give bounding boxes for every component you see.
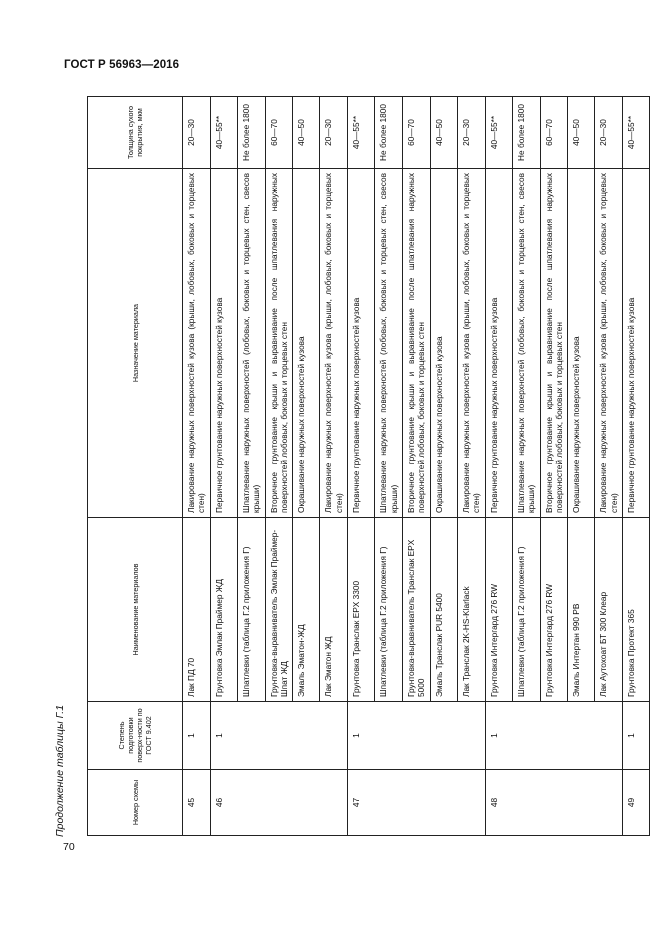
cell-material-name: Грунтовка Эмлак Праймер ЖД	[210, 518, 237, 702]
table-continuation-label: Продолжение таблицы Г.1	[54, 704, 66, 837]
cell-material-name: Грунтовка Интергард 276 RW	[540, 518, 568, 702]
cell-material-name: Грунтовка-выравниватель Транслак EPX 5000	[403, 518, 431, 702]
cell-coating-thickness: 40—50	[568, 97, 595, 169]
table-row	[485, 97, 512, 836]
col-header-material-name: Наименование материалов	[88, 518, 183, 702]
cell-material-name: Лак ПД 70	[183, 518, 211, 702]
col-header-scheme-number: Номер схемы	[88, 770, 183, 836]
cell-coating-thickness: 40—55**	[348, 97, 375, 169]
cell-material-purpose: Вторичное грунтование крыши и выравнивание после шпатлевания наружных поверхностей лобовых, боковых и торцевых стен	[540, 169, 568, 518]
cell-preparation-degree: 1	[210, 702, 347, 770]
document-title: ГОСТ Р 56963—2016	[64, 59, 180, 71]
cell-preparation-degree: 1	[485, 702, 622, 770]
table-row	[183, 97, 211, 836]
cell-material-name: Эмаль Транслак PUR 5400	[430, 518, 457, 702]
cell-coating-thickness: 20—30	[595, 97, 623, 169]
cell-scheme-number: 46	[210, 770, 347, 836]
cell-coating-thickness: 20—30	[457, 97, 485, 169]
cell-material-name: Грунтовка Протект 365	[623, 518, 650, 702]
cell-scheme-number: 49	[623, 770, 650, 836]
cell-material-purpose: Первичное грунтование наружных поверхностей кузова	[485, 169, 512, 518]
cell-material-name: Шпатлевки (таблица Г.2 приложения Г)	[512, 518, 540, 702]
cell-coating-thickness: 20—30	[320, 97, 348, 169]
cell-coating-thickness: Не более 1800	[375, 97, 403, 169]
cell-material-name: Грунтовка-выравниватель Эмлак Праймер-Шпат ЖД	[265, 518, 293, 702]
cell-scheme-number: 48	[485, 770, 622, 836]
table-row	[348, 97, 375, 836]
table-row	[210, 97, 237, 836]
col-header-coating-thickness: Толщина сухого покрытия, мкм	[88, 97, 183, 169]
cell-coating-thickness: 40—50	[293, 97, 320, 169]
cell-material-purpose: Первичное грунтование наружных поверхностей кузова	[210, 169, 237, 518]
cell-material-purpose: Лакирование наружных поверхностей кузова (крыши, лобовых, боковых и торцевых стен)	[183, 169, 211, 518]
cell-material-purpose: Шпатлевание наружных поверхностей (лобовых, боковых и торцевых стен, свесов крыши)	[512, 169, 540, 518]
cell-coating-thickness: 20—30	[183, 97, 211, 169]
cell-material-purpose: Вторичное грунтование крыши и выравнивание после шпатлевания наружных поверхностей лобовых, боковых и торцевых стен	[265, 169, 293, 518]
cell-material-purpose: Окрашивание наружных поверхностей кузова	[293, 169, 320, 518]
page-number: 70	[63, 841, 75, 853]
cell-scheme-number: 45	[183, 770, 211, 836]
cell-material-name: Эмаль Эматон-ЖД	[293, 518, 320, 702]
cell-material-name: Лак Эматон ЖД	[320, 518, 348, 702]
cell-preparation-degree: 1	[623, 702, 650, 770]
cell-coating-thickness: 60—70	[403, 97, 431, 169]
cell-material-purpose: Шпатлевание наружных поверхностей (лобовых, боковых и торцевых стен, свесов крыши)	[375, 169, 403, 518]
cell-material-purpose: Окрашивание наружных поверхностей кузова	[568, 169, 595, 518]
cell-coating-thickness: 40—55**	[210, 97, 237, 169]
cell-coating-thickness: 40—50	[430, 97, 457, 169]
cell-material-purpose: Окрашивание наружных поверхностей кузова	[430, 169, 457, 518]
cell-material-purpose: Первичное грунтование наружных поверхностей кузова	[348, 169, 375, 518]
cell-material-purpose: Вторичное грунтование крыши и выравнивание после шпатлевания наружных поверхностей лобовых, боковых и торцевых стен	[403, 169, 431, 518]
cell-material-name: Лак Аутохоат БТ 300 Клеар	[595, 518, 623, 702]
materials-table	[87, 96, 650, 836]
cell-coating-thickness: Не более 1800	[237, 97, 265, 169]
cell-material-name: Лак Транслак 2K-HS-Klarlack	[457, 518, 485, 702]
cell-material-purpose: Первичное грунтование наружных поверхностей кузова	[623, 169, 650, 518]
cell-material-name: Эмаль Интертан 990 PB	[568, 518, 595, 702]
cell-coating-thickness: 40—55**	[623, 97, 650, 169]
cell-material-purpose: Лакирование наружных поверхностей кузова (крыши, лобовых, боковых и торцевых стен)	[595, 169, 623, 518]
cell-material-name: Грунтовка Интергард 276 RW	[485, 518, 512, 702]
cell-scheme-number: 47	[348, 770, 485, 836]
cell-material-purpose: Лакирование наружных поверхностей кузова (крыши, лобовых, боковых и торцевых стен)	[320, 169, 348, 518]
cell-material-name: Грунтовка Транслак EPX 3300	[348, 518, 375, 702]
cell-preparation-degree: 1	[348, 702, 485, 770]
cell-coating-thickness: 60—70	[265, 97, 293, 169]
cell-material-purpose: Шпатлевание наружных поверхностей (лобовых, боковых и торцевых стен, свесов крыши)	[237, 169, 265, 518]
cell-material-name: Шпатлевки (таблица Г.2 приложения Г)	[375, 518, 403, 702]
col-header-material-purpose: Назначение материала	[88, 169, 183, 518]
rotated-table-wrapper	[87, 86, 637, 836]
cell-preparation-degree: 1	[183, 702, 211, 770]
col-header-preparation-degree: Степень подготовки поверх-ности по ГОСТ 9.402	[88, 702, 183, 770]
cell-material-purpose: Лакирование наружных поверхностей кузова (крыши, лобовых, боковых и торцевых стен)	[457, 169, 485, 518]
cell-coating-thickness: 60—70	[540, 97, 568, 169]
cell-coating-thickness: Не более 1800	[512, 97, 540, 169]
table-row	[623, 97, 650, 836]
cell-coating-thickness: 40—55**	[485, 97, 512, 169]
cell-material-name: Шпатлевки (таблица Г.2 приложения Г)	[237, 518, 265, 702]
table-header-row	[88, 97, 183, 836]
